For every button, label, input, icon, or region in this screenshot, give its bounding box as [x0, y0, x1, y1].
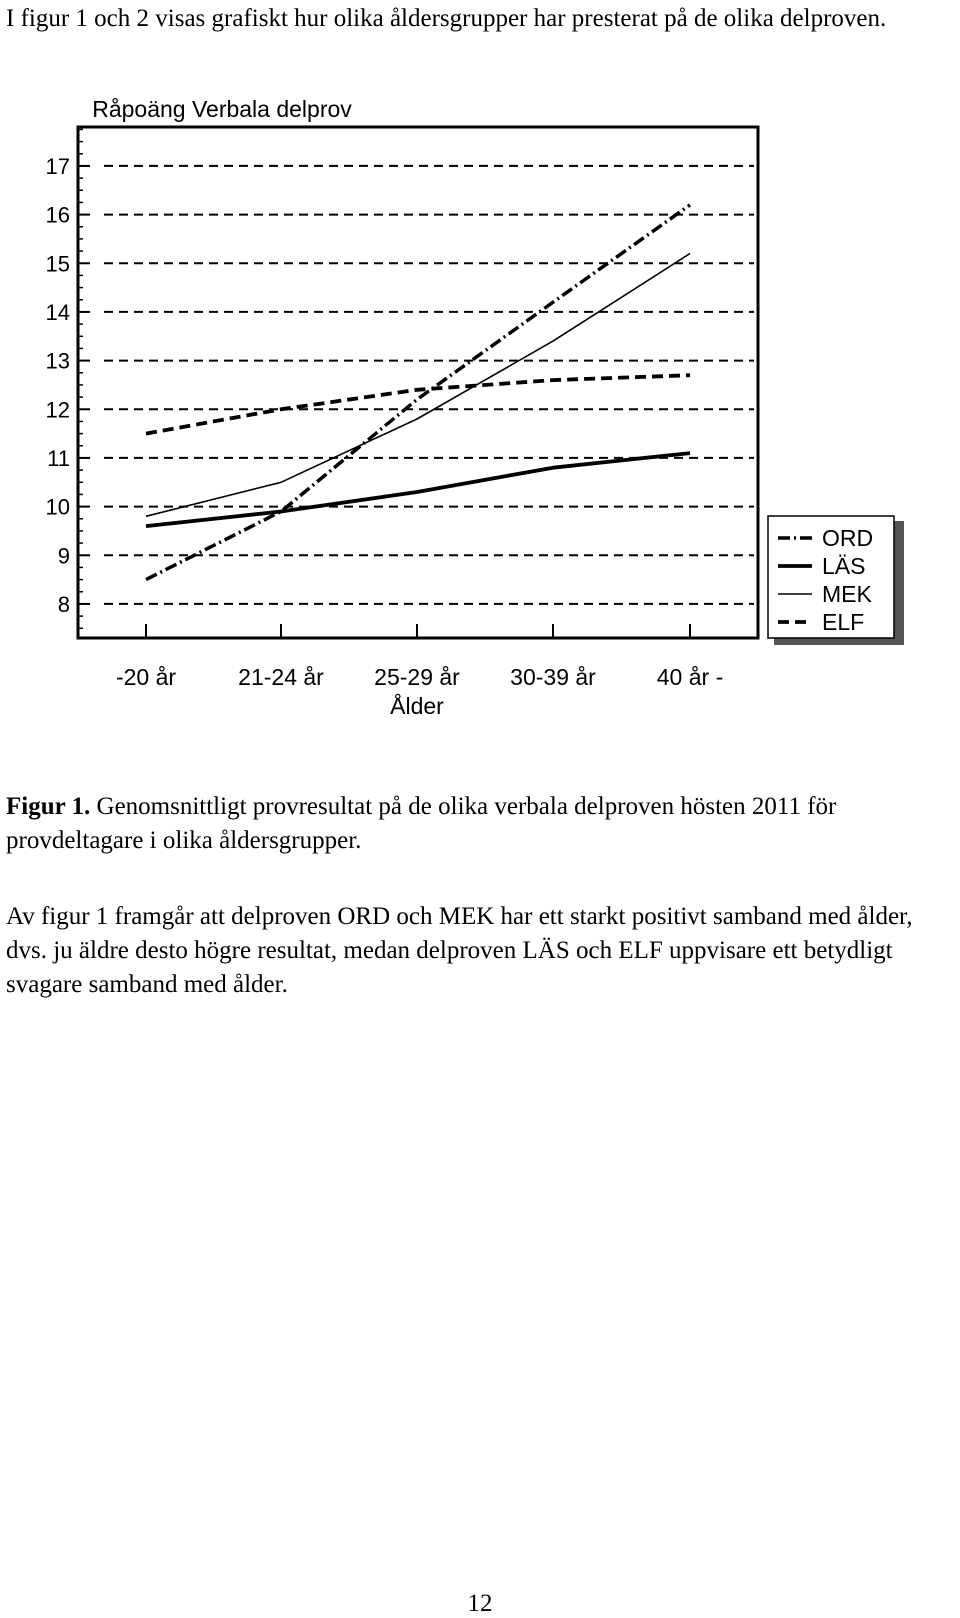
- x-axis-label: Ålder: [390, 693, 444, 719]
- page-number: 12: [467, 1590, 493, 1617]
- legend-label-ord: ORD: [822, 525, 874, 551]
- x-axis: [116, 624, 723, 690]
- x-tick-label: 30-39 år: [510, 664, 596, 690]
- y-tick-label: 14: [45, 299, 70, 325]
- legend: [768, 516, 904, 645]
- gridlines: [104, 166, 754, 604]
- x-tick-label: 25-29 år: [374, 664, 460, 690]
- intro-text: I figur 1 och 2 visas grafiskt hur olika åldersgrupper har presterat på de olika delproven.: [6, 5, 887, 32]
- figure-caption: [6, 790, 931, 858]
- y-tick-label: 10: [45, 494, 70, 520]
- x-tick-label: -20 år: [115, 664, 177, 690]
- x-tick-label: 40 år -: [656, 664, 724, 690]
- series-line-läs: [146, 453, 690, 526]
- y-tick-label: 12: [45, 397, 70, 423]
- x-tick-label: 21-24 år: [238, 664, 324, 690]
- series-line-mek: [146, 254, 690, 517]
- y-tick-label: 15: [45, 251, 70, 277]
- series-lines: [146, 205, 690, 580]
- caption-label: Figur 1.: [6, 793, 91, 820]
- y-axis: [46, 129, 90, 628]
- y-tick-label: 9: [57, 543, 70, 569]
- legend-label-elf: ELF: [822, 609, 865, 635]
- y-tick-label: 13: [45, 348, 70, 374]
- y-tick-label: 11: [47, 445, 70, 471]
- series-line-elf: [146, 375, 690, 433]
- chart-title: Råpoäng Verbala delprov: [92, 96, 352, 122]
- y-tick-label: 8: [57, 591, 70, 617]
- y-tick-label: 17: [45, 153, 70, 179]
- line-chart: [0, 90, 960, 730]
- legend-label-läs: LÄS: [822, 553, 866, 579]
- caption-text: Genomsnittligt provresultat på de olika verbala delproven hösten 2011 för provdeltagare i olika åldersgrupper.: [6, 793, 837, 854]
- body-paragraph: Av figur 1 framgår att delproven ORD och MEK har ett starkt positivt samband med ålder, dvs. ju äldre desto högre resultat, medan delproven LÄS och ELF uppvisare ett betydligt svagare samband med ålder.: [6, 903, 913, 998]
- legend-label-mek: MEK: [822, 581, 872, 607]
- series-line-ord: [146, 205, 690, 580]
- y-tick-label: 16: [45, 202, 70, 228]
